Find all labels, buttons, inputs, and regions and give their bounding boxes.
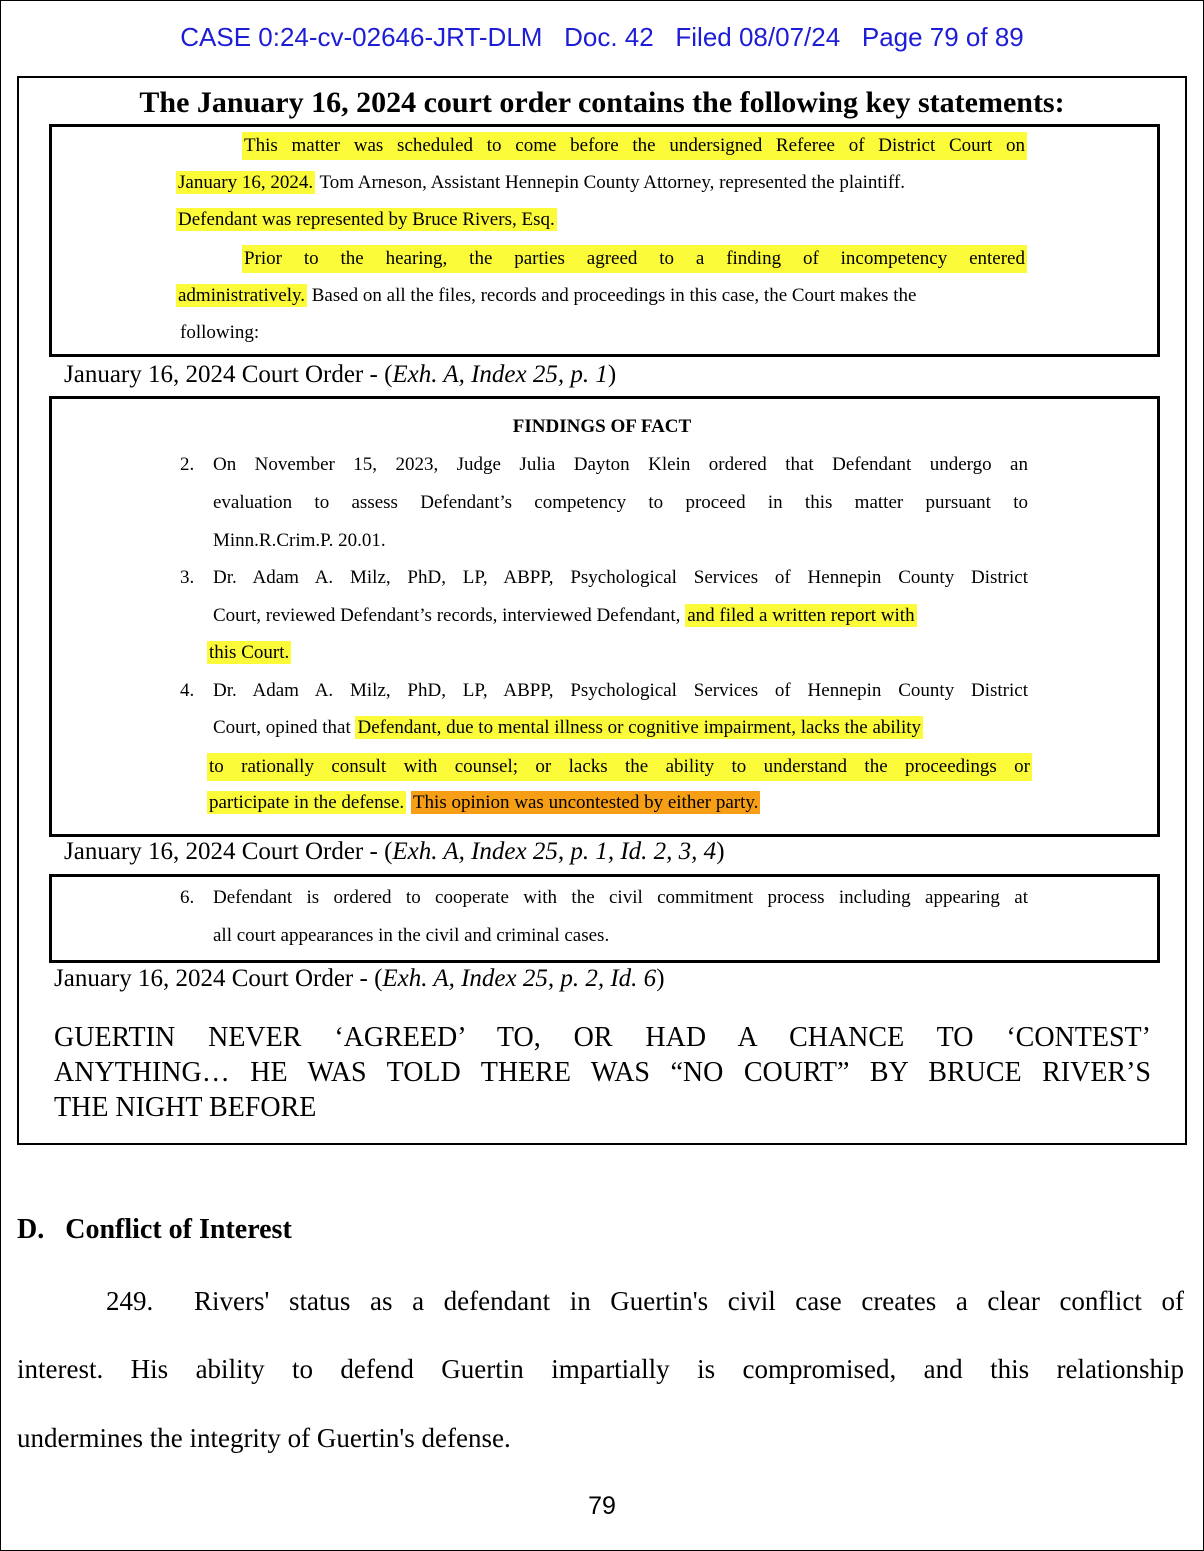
finding-3-line-1: Dr. Adam A. Milz, PhD, LP, ABPP, Psychological Services of Hennepin County District [213,567,1028,588]
finding-4-line-3: to rationally consult with counsel; or lacks the ability to understand the proceedings or [207,753,1032,781]
finding-2-line-1: On November 15, 2023, Judge Julia Dayton Klein ordered that Defendant undergo an [213,454,1028,475]
order-6-number: 6. [180,887,195,908]
paragraph-249-line-2: interest. His ability to defend Guertin impartially is compromised, and this relationship [17,1354,1184,1384]
evidence-title: The January 16, 2024 court order contains the following key statements: [139,86,1065,119]
finding-3-line-3: this Court. [209,642,290,663]
uncontested-highlight: This opinion was uncontested by either party. [412,792,759,813]
finding-2-line-3: Minn.R.Crim.P. 20.01. [213,530,386,551]
statement-line-1: GUERTIN NEVER ‘AGREED’ TO, OR HAD A CHANCE TO ‘CONTEST’ [54,1022,1151,1053]
exhibit1-line-2: January 16, 2024. Tom Arneson, Assistant Hennepin County Attorney, represented the plaintiff. [178,172,905,193]
exhibit1-line-3: Defendant was represented by Bruce Rivers, Esq. [178,209,555,230]
exhibit1-line-5: administratively. Based on all the files, records and proceedings in this case, the Court makes the [178,285,917,306]
exhibit1-line-1: This matter was scheduled to come before the undersigned Referee of District Court on [242,132,1027,160]
exhibit-caption-3: January 16, 2024 Court Order - (Exh. A, Index 25, p. 2, Id. 6) [54,965,665,992]
exhibit-caption-2: January 16, 2024 Court Order - (Exh. A, Index 25, p. 1, Id. 2, 3, 4) [64,838,725,865]
finding-2-number: 2. [180,454,195,475]
statement-line-3: THE NIGHT BEFORE [54,1092,317,1123]
order-6-line-1: Defendant is ordered to cooperate with the civil commitment process including appearing at [213,887,1028,908]
finding-3-number: 3. [180,567,195,588]
exhibit-caption-1: January 16, 2024 Court Order - (Exh. A, Index 25, p. 1) [64,361,617,388]
section-heading: D. Conflict of Interest [17,1214,292,1245]
paragraph-249-line-3: undermines the integrity of Guertin's defense. [17,1423,511,1453]
finding-4-number: 4. [180,680,195,701]
paragraph-249-line-1: 249. Rivers' status as a defendant in Guertin's civil case creates a clear conflict of [106,1286,1184,1316]
finding-4-line-1: Dr. Adam A. Milz, PhD, LP, ABPP, Psychological Services of Hennepin County District [213,680,1028,701]
exhibit1-line-6: following: [180,322,260,343]
page-number: 79 [588,1492,616,1520]
finding-4-line-2: Court, opined that Defendant, due to mental illness or cognitive impairment, lacks the ability [213,717,921,738]
order-6-line-2: all court appearances in the civil and criminal cases. [213,925,610,946]
findings-heading: FINDINGS OF FACT [512,416,692,437]
guertin-statement [54,1020,1151,1125]
finding-4-line-4: participate in the defense. This opinion was uncontested by either party. [209,792,759,813]
exhibit1-line-4: Prior to the hearing, the parties agreed to a finding of incompetency entered [242,245,1027,273]
finding-3-line-2: Court, reviewed Defendant’s records, interviewed Defendant, and filed a written report with [213,605,915,626]
case-header: CASE 0:24-cv-02646-JRT-DLM Doc. 42 Filed 08/07/24 Page 79 of 89 [180,22,1024,52]
statement-line-2: ANYTHING… HE WAS TOLD THERE WAS “NO COURT” BY BRUCE RIVER’S [54,1057,1151,1088]
finding-2-line-2: evaluation to assess Defendant’s competency to proceed in this matter pursuant to [213,492,1028,513]
